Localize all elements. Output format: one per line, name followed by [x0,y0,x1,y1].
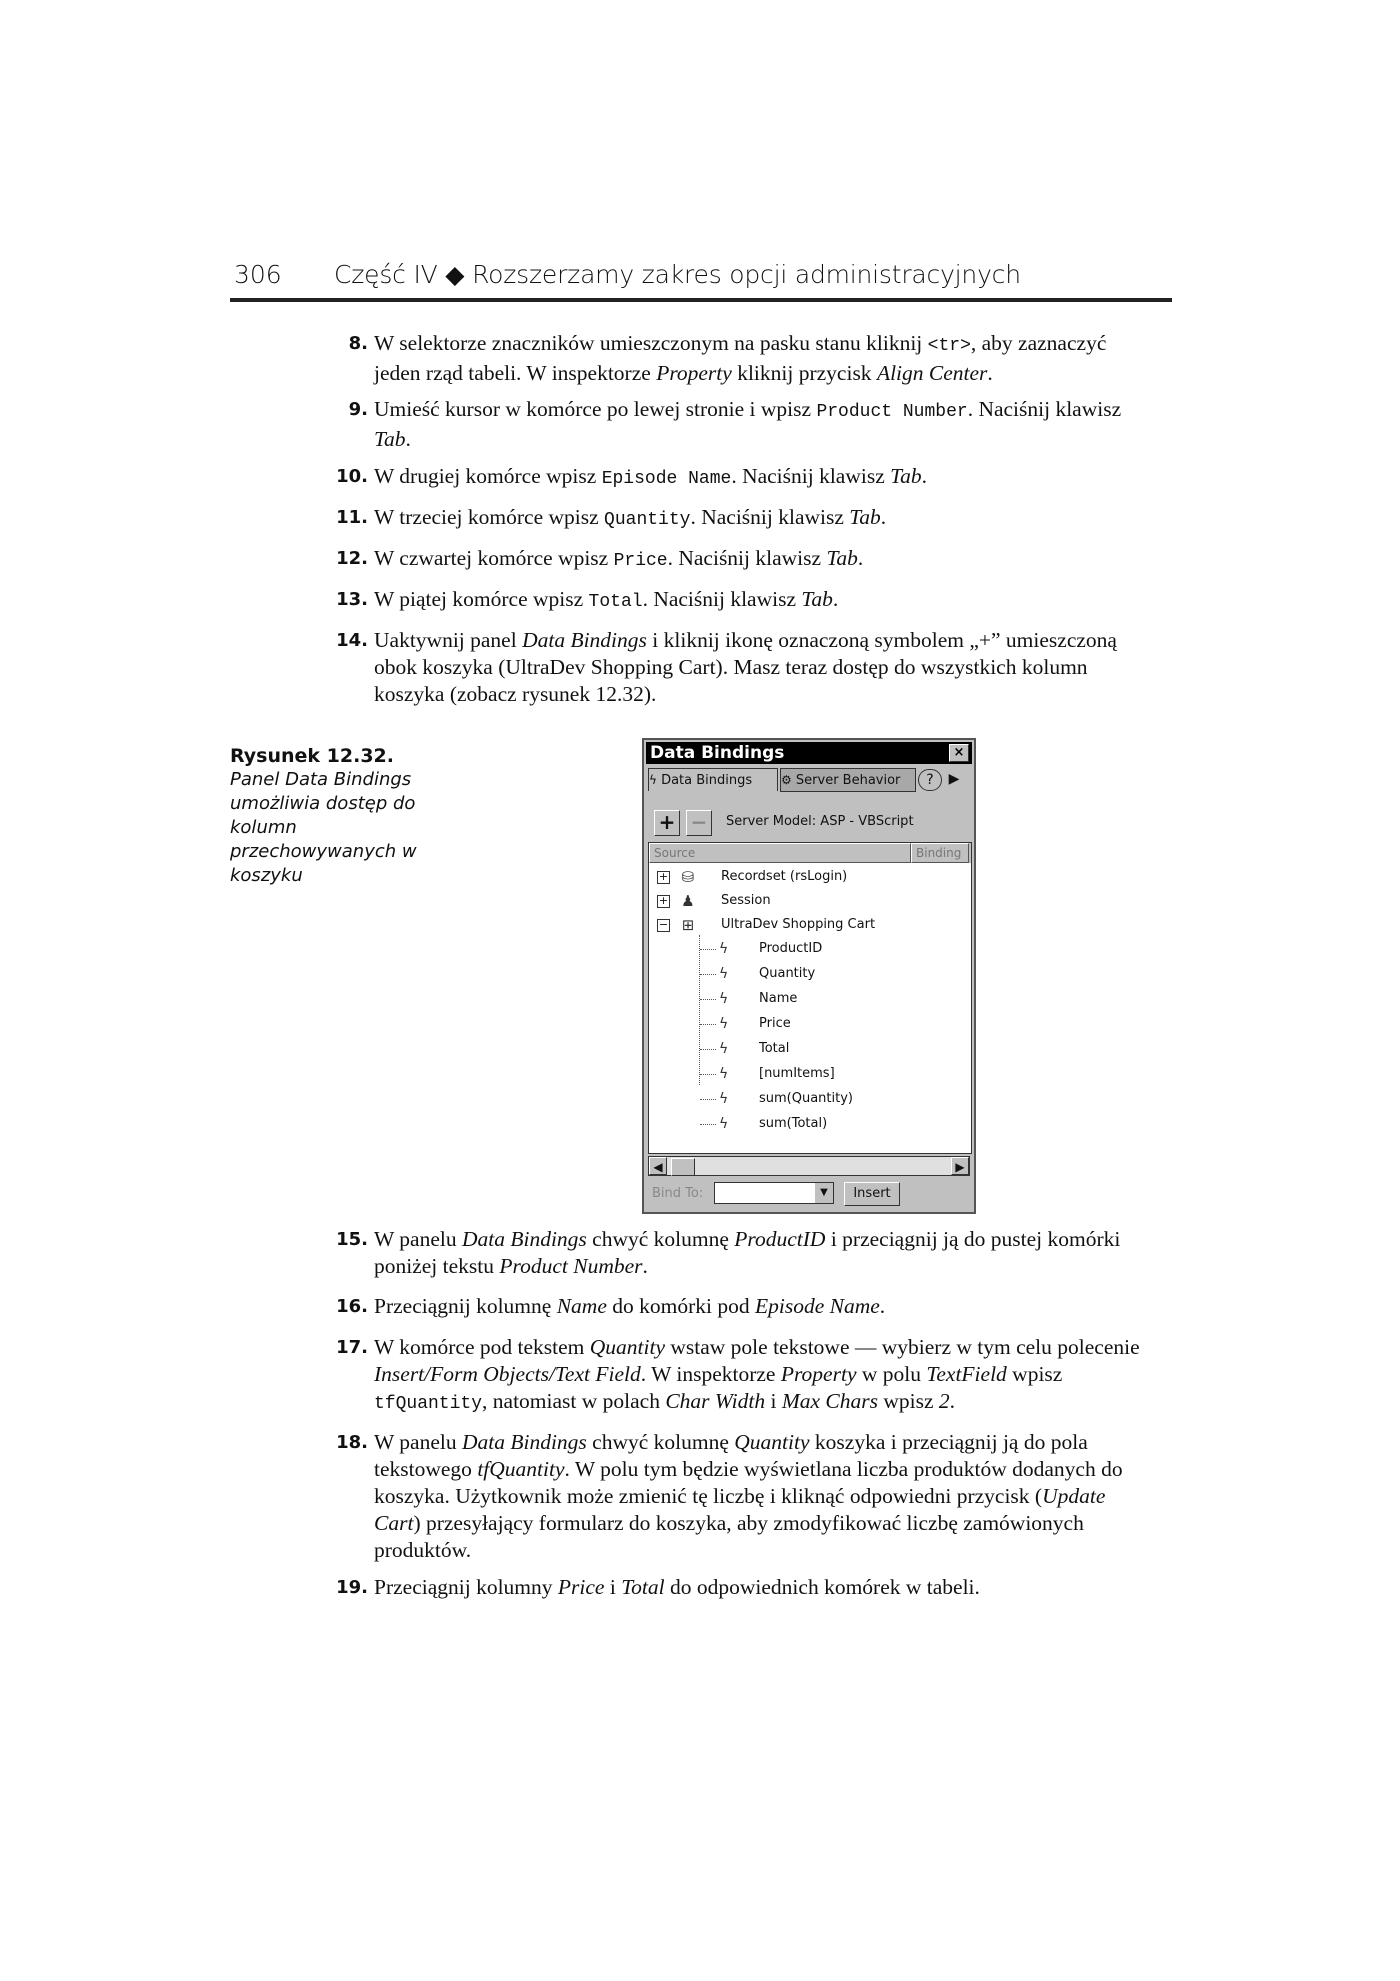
lightning-bolt-icon: ϟ [719,1091,729,1107]
step-text: wpisz [878,1389,939,1413]
step-text: Property [780,1362,857,1386]
tree-item-label: Name [759,991,798,1006]
step-text: wstaw pole tekstowe — wybierz w tym celu polecenie [665,1335,1140,1359]
page-number: 306 [234,260,282,289]
lightning-bolt-icon: ϟ [719,1116,729,1132]
step-text: Total [588,592,643,612]
tree-item-cart[interactable] [649,915,969,935]
step-number: 18. [336,1432,368,1453]
step-text: TextField [926,1362,1007,1386]
step-text: 2 [938,1389,950,1413]
step-text: . W polu tym będzie wyświetlana liczba produktów dodanych do koszyka. Użytkownik może zmienić tę liczbę i kliknąć odpowiedni przycisk ( [374,1457,1123,1508]
tree-item-label: sum(Quantity) [759,1091,853,1106]
bindings-tree [648,842,972,1154]
step-18 [336,1429,1144,1564]
tree-item-cart-column[interactable] [649,989,969,1009]
tree-item-cart-column[interactable] [649,939,969,959]
step-number: 15. [336,1229,368,1250]
step-text: Align Center [876,361,988,385]
step-text: tfQuantity [477,1457,565,1481]
step-text: Price [613,551,668,571]
step-text: W drugiej komórce wpisz [374,464,602,488]
tree-item-cart-column[interactable] [649,1039,969,1059]
step-text: i kliknij ikonę oznaczoną symbolem „+” umieszczoną obok koszyka (UltraDev Shopping Cart). Masz teraz dostęp do wszystkich kolumn koszyka (zobacz rysunek 12.32). [374,628,1117,706]
step-text: . Naciśnij klawisz [731,464,891,488]
step-17 [336,1334,1144,1418]
step-19 [336,1574,1144,1601]
step-number: 10. [336,466,368,487]
tab-label: Server Behavior [795,773,901,788]
step-text: Przeciągnij kolumny [374,1575,558,1599]
step-text: ProductID [734,1227,826,1251]
lightning-bolt-icon: ϟ [719,1066,729,1082]
step-12 [336,545,1144,575]
step-text: Name [556,1294,607,1318]
panel-titlebar [646,742,972,764]
bind-to-label: Bind To: [652,1186,704,1201]
step-text: Property [656,361,732,385]
step-text: Episode Name [601,469,732,489]
tree-item-label: Quantity [759,966,816,981]
person-icon: ♟ [681,892,695,910]
expand-icon[interactable]: + [658,870,669,883]
lightning-bolt-icon: ϟ [719,941,729,957]
step-number: 11. [336,507,368,528]
step-text: i [765,1389,782,1413]
horizontal-scrollbar[interactable] [648,1156,970,1176]
page-header [230,258,1172,302]
step-text: . [642,1254,648,1278]
lightning-bolt-icon: ϟ [719,966,729,982]
step-text: i [604,1575,622,1599]
scroll-thumb[interactable] [671,1158,695,1176]
tab-data-bindings[interactable] [648,768,778,791]
step-number: 8. [348,333,368,354]
step-text: Total [621,1575,665,1599]
caption-text: Panel Data Bindings umożliwia dostęp do kolumn przechowywanych w koszyku [230,769,417,886]
figure-caption [230,744,450,888]
tree-item-cart-column[interactable] [649,1014,969,1034]
step-text: . [857,546,864,570]
caption-title: Rysunek 12.32. [230,745,394,767]
step-text: . [832,587,839,611]
insert-button[interactable]: Insert [844,1182,900,1206]
step-text: . [405,427,411,451]
chevron-down-icon[interactable]: ▼ [815,1183,833,1203]
step-13 [336,586,1144,616]
tree-item-label: UltraDev Shopping Cart [721,917,876,932]
close-button[interactable]: × [949,744,969,762]
step-text: . Naciśnij klawisz [690,505,850,529]
database-icon: ⛁ [681,868,695,886]
step-text: do odpowiednich komórek w tabeli. [664,1575,980,1599]
remove-binding-button[interactable]: − [686,810,712,836]
step-text: . Naciśnij klawisz [967,397,1122,421]
step-text: Max Chars [781,1389,878,1413]
tree-item-cart-column[interactable] [649,1064,969,1084]
step-11 [336,504,1144,534]
step-8 [348,330,1144,387]
step-text: , natomiast w polach [482,1389,666,1413]
step-15 [336,1226,1144,1280]
step-number: 14. [336,630,368,651]
step-text: Product Number [499,1254,643,1278]
panel-title: Data Bindings [650,743,785,763]
step-text: Insert/Form Objects/Text Field [374,1362,641,1386]
lightning-bolt-icon: ϟ [719,1016,729,1032]
column-header-binding[interactable]: Binding [911,843,969,863]
step-text: . [880,505,887,529]
step-text: koszyka i przeciągnij ją do pola tekstowego [374,1430,1088,1481]
step-number: 19. [336,1577,368,1598]
step-text: W panelu [374,1227,462,1251]
step-text: i przeciągnij ją do pustej komórki poniżej tekstu [374,1227,1121,1278]
step-text: . Naciśnij klawisz [642,587,802,611]
step-text: Tab [849,505,881,529]
step-text: Przeciągnij kolumnę [374,1294,557,1318]
step-14 [336,627,1144,708]
help-button[interactable]: ? [918,769,942,791]
step-text: w polu [856,1362,927,1386]
step-text: W komórce pod tekstem [374,1335,590,1359]
step-text: Tab [374,427,406,451]
step-text: <tr> [927,336,971,356]
step-text: Quantity [604,510,691,530]
step-text: . [879,1294,886,1318]
step-text: Data Bindings [461,1227,587,1251]
step-number: 16. [336,1296,368,1317]
collapse-icon[interactable]: − [658,918,669,931]
lightning-bolt-icon: ϟ [719,1041,729,1057]
tree-item-label: ProductID [759,941,823,956]
lightning-bolt-icon: ϟ [649,773,657,787]
step-text: Uaktywnij panel [374,628,523,652]
step-text: Quantity [734,1430,810,1454]
step-text: . Naciśnij klawisz [667,546,827,570]
step-text: . W inspektorze [640,1362,781,1386]
step-text: Episode Name [754,1294,880,1318]
tree-item-label: Total [759,1041,790,1056]
step-text: Data Bindings [461,1430,587,1454]
tree-item-label: Session [721,893,771,908]
running-title: Część IV ◆ Rozszerzamy zakres opcji administracyjnych [334,260,1021,289]
tree-item-label: sum(Total) [759,1116,828,1131]
step-text: W selektorze znaczników umieszczonym na pasku stanu kliknij [374,331,928,355]
step-16 [336,1293,1144,1320]
step-text: Char Width [665,1389,766,1413]
lightning-bolt-icon: ϟ [719,991,729,1007]
tab-scroll-arrow-icon[interactable]: ▶ [948,771,960,787]
step-text: . [987,361,993,385]
tree-item-session[interactable] [649,891,969,911]
tree-item-cart-column[interactable] [649,1089,969,1109]
column-headers [649,843,971,863]
step-text: do komórki pod [606,1294,755,1318]
expand-icon[interactable]: + [658,894,669,907]
step-text: W panelu [374,1430,462,1454]
scroll-left-icon[interactable]: ◀ [649,1157,667,1175]
step-text: Data Bindings [522,628,647,652]
tree-item-cart-column[interactable] [649,964,969,984]
tab-label: Data Bindings [661,773,753,788]
step-text: . [949,1389,956,1413]
step-text: Tab [890,464,922,488]
tab-server-behaviors[interactable] [780,768,916,792]
step-text: wpisz [1006,1362,1063,1386]
data-bindings-panel [642,738,976,1214]
tree-item-label: [numItems] [759,1066,835,1081]
step-text: W czwartej komórce wpisz [374,546,614,570]
step-number: 17. [336,1337,368,1358]
step-text: chwyć kolumnę [586,1430,735,1454]
step-10 [336,463,1144,493]
step-text: chwyć kolumnę [586,1227,735,1251]
shopping-cart-icon: ⊞ [681,916,695,934]
step-text: kliknij przycisk [731,361,877,385]
tree-item-label: Recordset (rsLogin) [721,869,848,884]
bind-to-select[interactable] [714,1182,834,1204]
step-text: Umieść kursor w komórce po lewej stronie i wpisz [374,397,817,421]
step-number: 9. [348,399,368,420]
step-text: . [921,464,927,488]
step-text: , aby zaznaczyć jeden rząd tabeli. W inspektorze [374,331,1107,385]
column-header-source[interactable]: Source [649,843,911,863]
tree-item-cart-column[interactable] [649,1114,969,1134]
step-number: 12. [336,548,368,569]
step-text: W trzeciej komórce wpisz [374,505,605,529]
step-text: Quantity [589,1335,665,1359]
step-text: Tab [826,546,858,570]
tree-item-label: Price [759,1016,791,1031]
gear-icon: ⚙ [781,773,792,787]
server-model-label: Server Model: ASP - VBScript [726,814,914,829]
step-text: W piątej komórce wpisz [374,587,589,611]
step-text: Product Number [816,402,968,422]
scroll-right-icon[interactable]: ▶ [951,1157,969,1175]
step-number: 13. [336,589,368,610]
step-text: Update Cart [374,1484,1106,1535]
step-text: Price [557,1575,605,1599]
step-text: ) przesyłający formularz do koszyka, aby zmodyfikować liczbę zamówionych produktów. [374,1511,1084,1562]
step-text: Tab [801,587,833,611]
step-9 [348,396,1144,453]
step-text: tfQuantity [374,1394,483,1414]
tree-item-recordset[interactable] [649,867,969,887]
panel-tabs [648,768,970,792]
add-binding-button[interactable]: + [654,810,680,836]
